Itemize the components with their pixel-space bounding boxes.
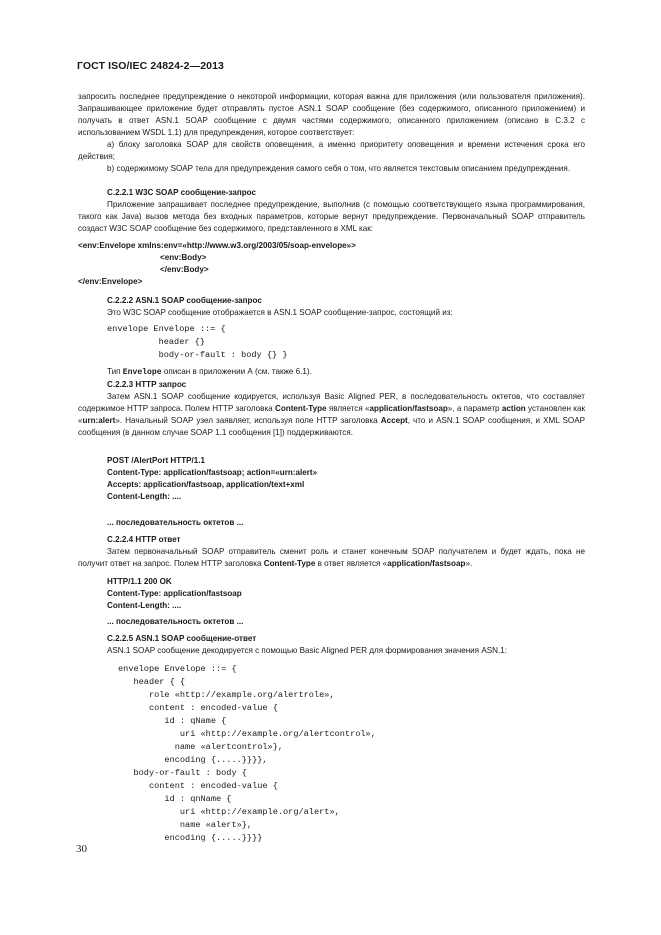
note-pre: Тип — [107, 367, 123, 376]
section-c223 — [78, 366, 585, 439]
section-text — [78, 546, 585, 570]
text-run: », а параметр — [447, 404, 502, 413]
octets-line: ... последовательность октетов ... — [107, 617, 244, 626]
section-c221 — [78, 187, 585, 235]
text-run-bold: action — [501, 404, 526, 413]
section-heading: С.2.2.4 HTTP ответ — [107, 535, 181, 544]
text-run: Затем первоначальный SOAP отправитель сменит роль и станет конечным SOAP получателем и будет ждать, пока не получит ответ на запрос. Полем HTTP заголовка — [78, 547, 585, 568]
octets-request — [107, 517, 577, 529]
http-line: HTTP/1.1 200 OK — [107, 577, 172, 586]
text-run-bold: Accept — [380, 416, 408, 425]
text-run: в ответ является « — [315, 559, 388, 568]
text-run-bold: Content-Type — [274, 404, 327, 413]
http-line: Content-Length: .... — [107, 601, 182, 610]
section-heading: С.2.2.5 ASN.1 SOAP сообщение-ответ — [107, 634, 257, 643]
document-header: ГОСТ ISO/IEC 24824-2—2013 — [77, 60, 224, 72]
section-heading: С.2.2.1 W3C SOAP сообщение-запрос — [107, 188, 256, 197]
section-text — [78, 391, 585, 439]
list-item-b: b) содержимому SOAP тела для предупреждения самого себя о том, что является текстовым описанием предупреждения. — [107, 164, 571, 173]
asn1-code: envelope Envelope ::= { header {} body-or-fault : body {} } — [107, 324, 288, 360]
text-run: является « — [326, 404, 370, 413]
section-heading: С.2.2.2 ASN.1 SOAP сообщение-запрос — [107, 296, 262, 305]
octets-response — [107, 616, 577, 628]
text-run-bold: application/fastsoap — [387, 559, 466, 568]
http-line: Content-Length: .... — [107, 492, 182, 501]
section-heading: С.2.2.3 HTTP запрос — [107, 380, 187, 389]
code-block-request — [107, 323, 577, 362]
section-c222 — [78, 295, 585, 319]
xml-line: <env:Body> — [160, 253, 207, 262]
http-line: POST /AlertPort HTTP/1.1 — [107, 456, 206, 465]
text-run-bold: Content-Type — [263, 559, 316, 568]
xml-line: </env:Body> — [160, 265, 209, 274]
section-c224 — [78, 534, 585, 570]
section-c225 — [78, 633, 585, 657]
page-number: 30 — [76, 843, 87, 855]
text-run: установлен как « — [78, 404, 585, 425]
xml-line: <env:Envelope xmlns:env=«http://www.w3.org/2003/05/soap-envelope»> — [78, 241, 356, 250]
http-request — [107, 455, 577, 503]
text-run: Затем ASN.1 SOAP сообщение кодируется, используя Basic Aligned PER, в последовательность октетов, что составляет содержимое HTTP запроса. Полем HTTP заголовка — [78, 392, 585, 413]
octets-line: ... последовательность октетов ... — [107, 518, 244, 527]
asn1-code: envelope Envelope ::= { header { { role «http://example.org/alertrole», content : encoded-value { id : qName { uri «http://example.org/alertcontrol», name «alertcontrol»}, encoding {.....}}}}, body-or-fault : body { content : encoded-value { id : qnName { uri «http://example.org/alert», name «alert»}, encoding {.....}}}} — [118, 664, 376, 843]
section-text: Это W3C SOAP сообщение отображается в ASN.1 SOAP сообщение-запрос, состоящий из: — [107, 308, 453, 317]
section-text: Приложение запрашивает последнее предупреждение, выполнив (с помощью соответствующего языка программирования, такого как Java) вызов метода без входных параметров, которые вернут предупреждение. Первоначальный SOAP отправитель создаст W3C SOAP сообщение без содержимого, представленного в XML как: — [78, 200, 585, 233]
http-line: Accepts: application/fastsoap, application/text+xml — [107, 480, 305, 489]
code-block-response — [118, 663, 588, 845]
section-text: ASN.1 SOAP сообщение декодируется с помощью Basic Aligned PER для формирования значения ASN.1: — [107, 646, 507, 655]
text-run-bold: application/fastsoap — [369, 404, 448, 413]
list-item-a: a) блоку заголовка SOAP для свойств оповещения, а именно приоритету оповещения и времени истечения срока его действия; — [78, 140, 585, 161]
http-response — [107, 576, 577, 612]
text-run: ». Начальный SOAP узел заявляет, используя поле HTTP заголовка — [115, 416, 381, 425]
text-run: , что и ASN.1 SOAP сообщения, и XML SOAP сообщения (в данном случае SOAP 1.1 сообщения [1]) поддерживаются. — [78, 416, 585, 437]
note-code: Envelope — [122, 368, 162, 377]
xml-envelope — [78, 240, 585, 288]
intro-paragraph: запросить последнее предупреждение о некоторой информации, которая важна для приложения (или пользователя приложения). Запрашивающее приложение будет отправлять пустое ASN.1 SOAP сообщение (без содержимого, описанного приложением) и получать в ответ ASN.1 SOAP сообщение с двумя частями содержимого, описанного приложением (описано в С.3.2 с использованием WSDL 1.1) для предупреждения, которое соответствует: — [78, 92, 585, 137]
type-note — [78, 366, 585, 379]
intro-block — [78, 91, 585, 175]
text-run-bold: urn:alert — [82, 416, 116, 425]
text-run: ». — [465, 559, 473, 568]
note-post: описан в приложении А (см. также 6.1). — [161, 367, 312, 376]
xml-line: </env:Envelope> — [78, 277, 143, 286]
http-line: Content-Type: application/fastsoap; action=«urn:alert» — [107, 468, 318, 477]
http-line: Content-Type: application/fastsoap — [107, 589, 242, 598]
